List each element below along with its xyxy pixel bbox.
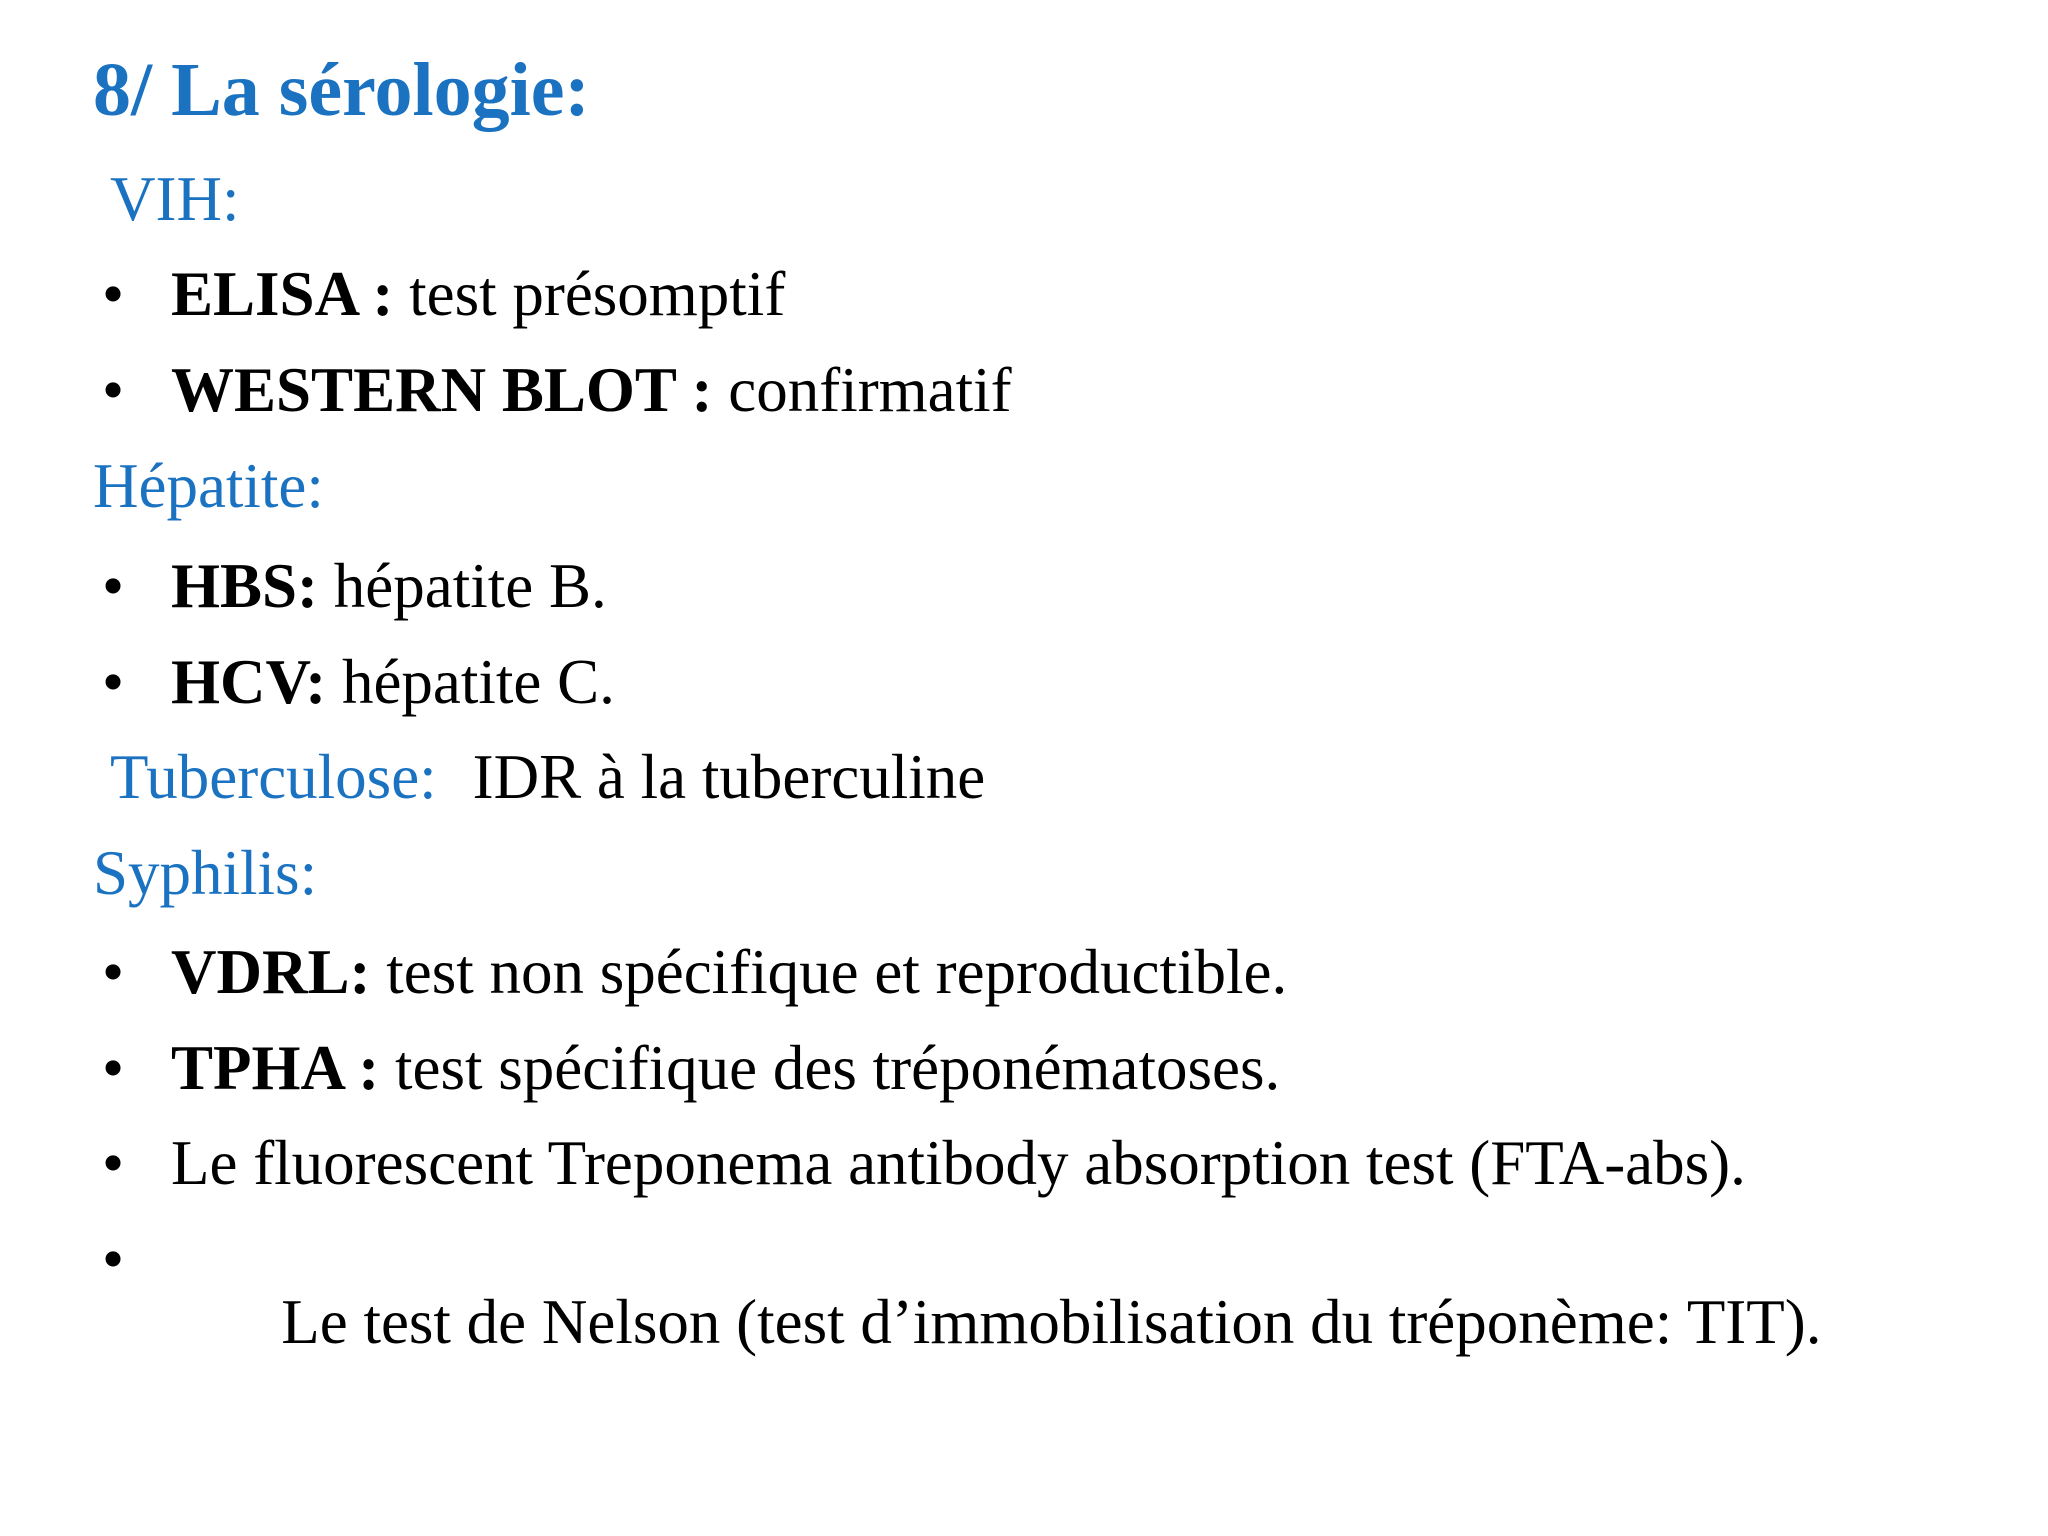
bullet-icon: • [102, 937, 125, 1007]
item-description: test présomptif [393, 259, 786, 329]
bullet-icon: • [102, 1224, 125, 1294]
item-term: WESTERN BLOT : [171, 355, 713, 425]
tuberculose-text: IDR à la tuberculine [472, 742, 986, 812]
bullet-icon: • [102, 551, 125, 621]
section-heading-vih: VIH: [110, 164, 240, 234]
item-description: Le fluorescent Treponema antibody absorption test (FTA-abs). [171, 1128, 1746, 1198]
bullet-icon: • [102, 1128, 125, 1198]
item-description: hépatite C. [326, 647, 615, 717]
bullet-icon: • [102, 259, 125, 329]
item-description: hépatite B. [318, 551, 607, 621]
item-term: HBS: [171, 551, 319, 621]
section-heading-syphilis: Syphilis: [93, 838, 318, 908]
tuberculose-row [110, 742, 986, 812]
item-term: VDRL: [171, 937, 371, 1007]
item-description: Le test de Nelson (test d’immobilisation du tréponème: TIT). [265, 1287, 1822, 1357]
item-term: ELISA : [171, 259, 394, 329]
bullet-icon: • [102, 1033, 125, 1103]
item-description: confirmatif [712, 355, 1012, 425]
bullet-icon: • [102, 647, 125, 717]
item-term: TPHA : [171, 1033, 380, 1103]
section-heading-hepatite: Hépatite: [93, 451, 324, 521]
slide-title: 8/ La sérologie: [93, 48, 590, 132]
item-term: HCV: [171, 647, 327, 717]
section-heading-tuberculose: Tuberculose: [110, 742, 437, 812]
item-description: test non spécifique et reproductible. [370, 937, 1288, 1007]
item-description: test spécifique des tréponématoses. [379, 1033, 1281, 1103]
bullet-icon: • [102, 355, 125, 425]
